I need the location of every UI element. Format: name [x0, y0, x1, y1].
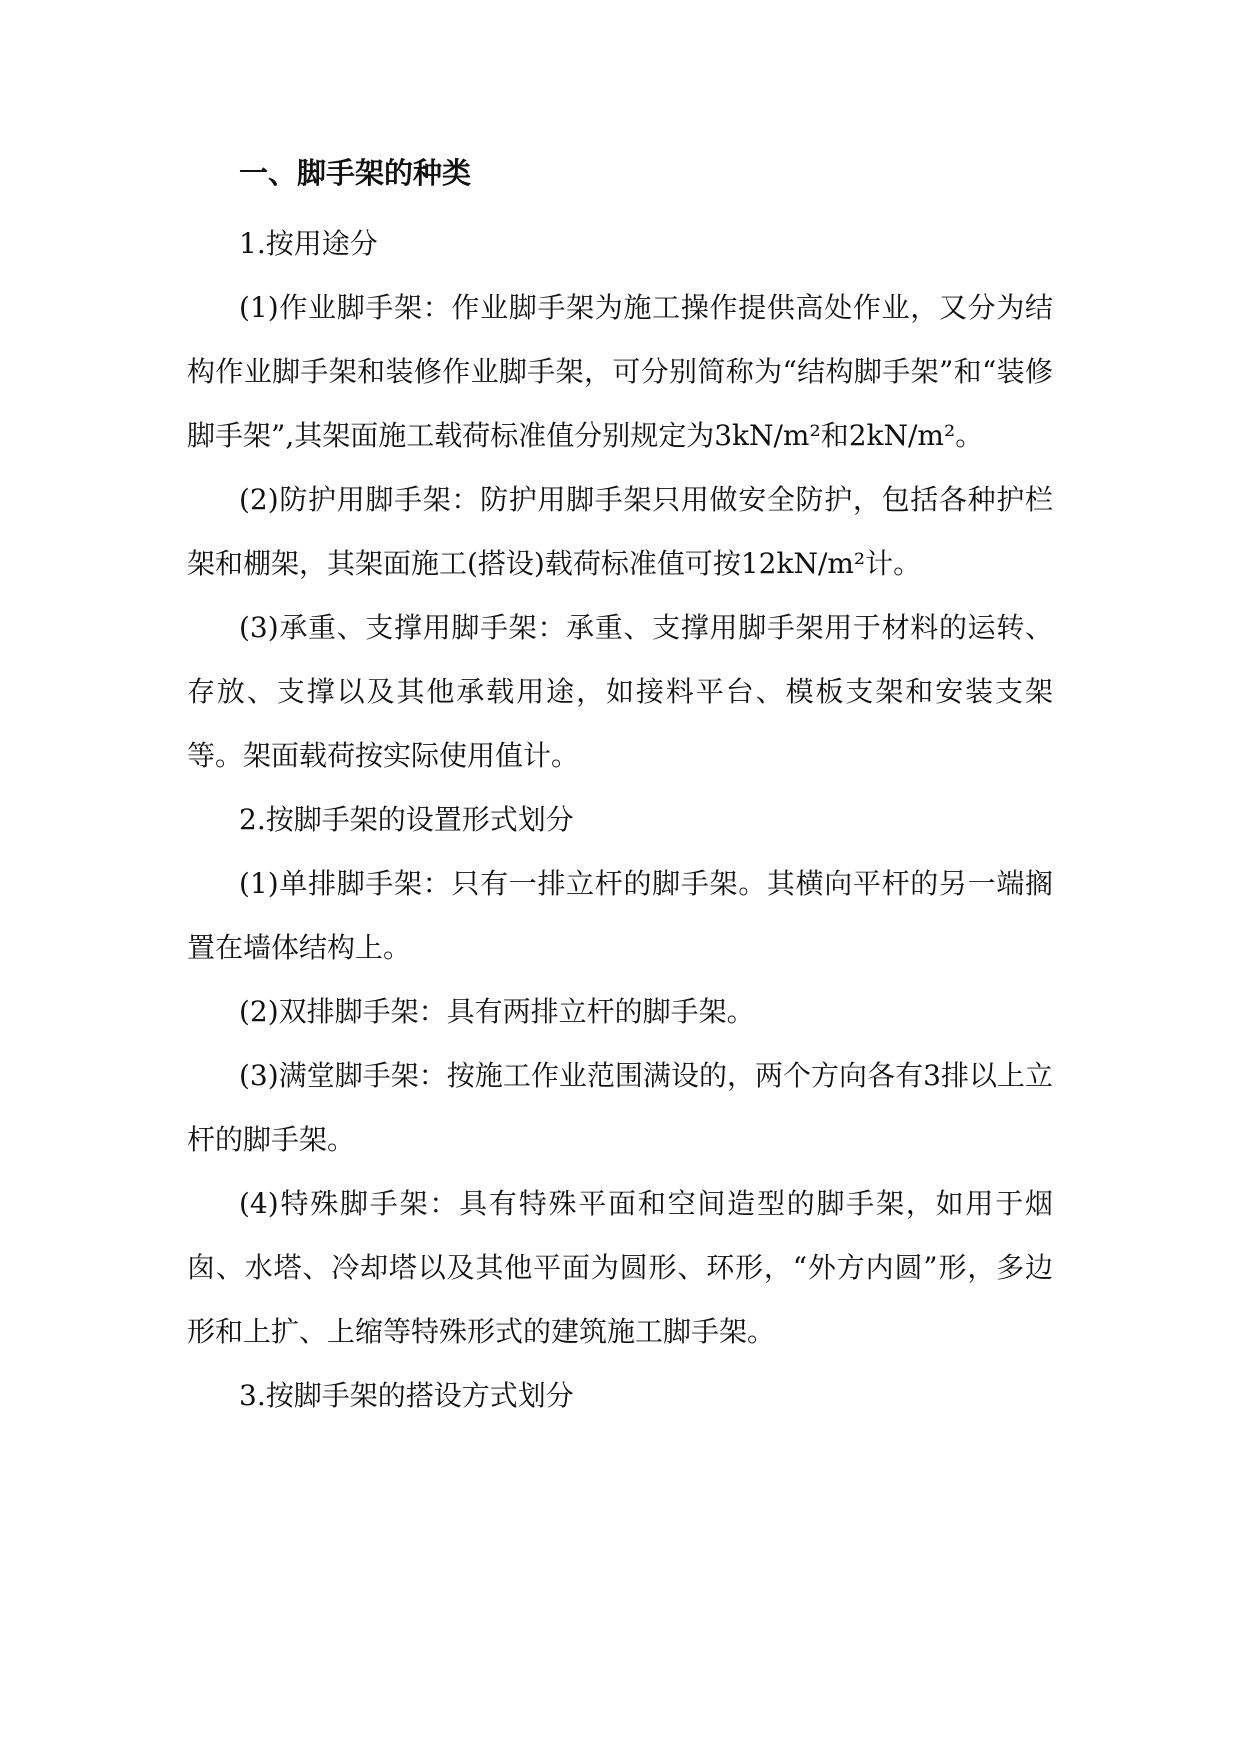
section-heading: 一、脚手架的种类 — [239, 156, 472, 190]
paragraph-double-row-scaffold: (2)双排脚手架：具有两排立杆的脚手架。 — [239, 995, 755, 1028]
paragraph-support-scaffold: (3)承重、支撑用脚手架：承重、支撑用脚手架用于材料的运转、存放、支撑以及其他承载用途，如接料平台、模板支架和安装支架等。架面载荷按实际使用值计。 — [187, 611, 1053, 772]
subsection-title-usage: 1.按用途分 — [239, 227, 378, 260]
paragraph-special-scaffold: (4)特殊脚手架：具有特殊平面和空间造型的脚手架，如用于烟囱、水塔、冷却塔以及其他平面为圆形、环形，“外方内圆”形，多边形和上扩、上缩等特殊形式的建筑施工脚手架。 — [187, 1187, 1053, 1348]
subsection-title-erection-method: 3.按脚手架的搭设方式划分 — [239, 1379, 574, 1412]
paragraph-single-row-scaffold: (1)单排脚手架：只有一排立杆的脚手架。其横向平杆的另一端搁置在墙体结构上。 — [187, 867, 1053, 964]
paragraph-work-scaffold: (1)作业脚手架：作业脚手架为施工操作提供高处作业，又分为结构作业脚手架和装修作业脚手架，可分别简称为“结构脚手架”和“装修脚手架”,其架面施工载荷标准值分别规定为3kN/m²和2kN/m²。 — [187, 291, 1053, 452]
paragraph-protective-scaffold: (2)防护用脚手架：防护用脚手架只用做安全防护，包括各种护栏架和棚架，其架面施工(搭设)载荷标准值可按12kN/m²计。 — [187, 483, 1053, 580]
paragraph-full-hall-scaffold: (3)满堂脚手架：按施工作业范围满设的，两个方向各有3排以上立杆的脚手架。 — [187, 1059, 1053, 1156]
subsection-title-setup-form: 2.按脚手架的设置形式划分 — [239, 803, 574, 836]
document-body — [187, 150, 1053, 1428]
